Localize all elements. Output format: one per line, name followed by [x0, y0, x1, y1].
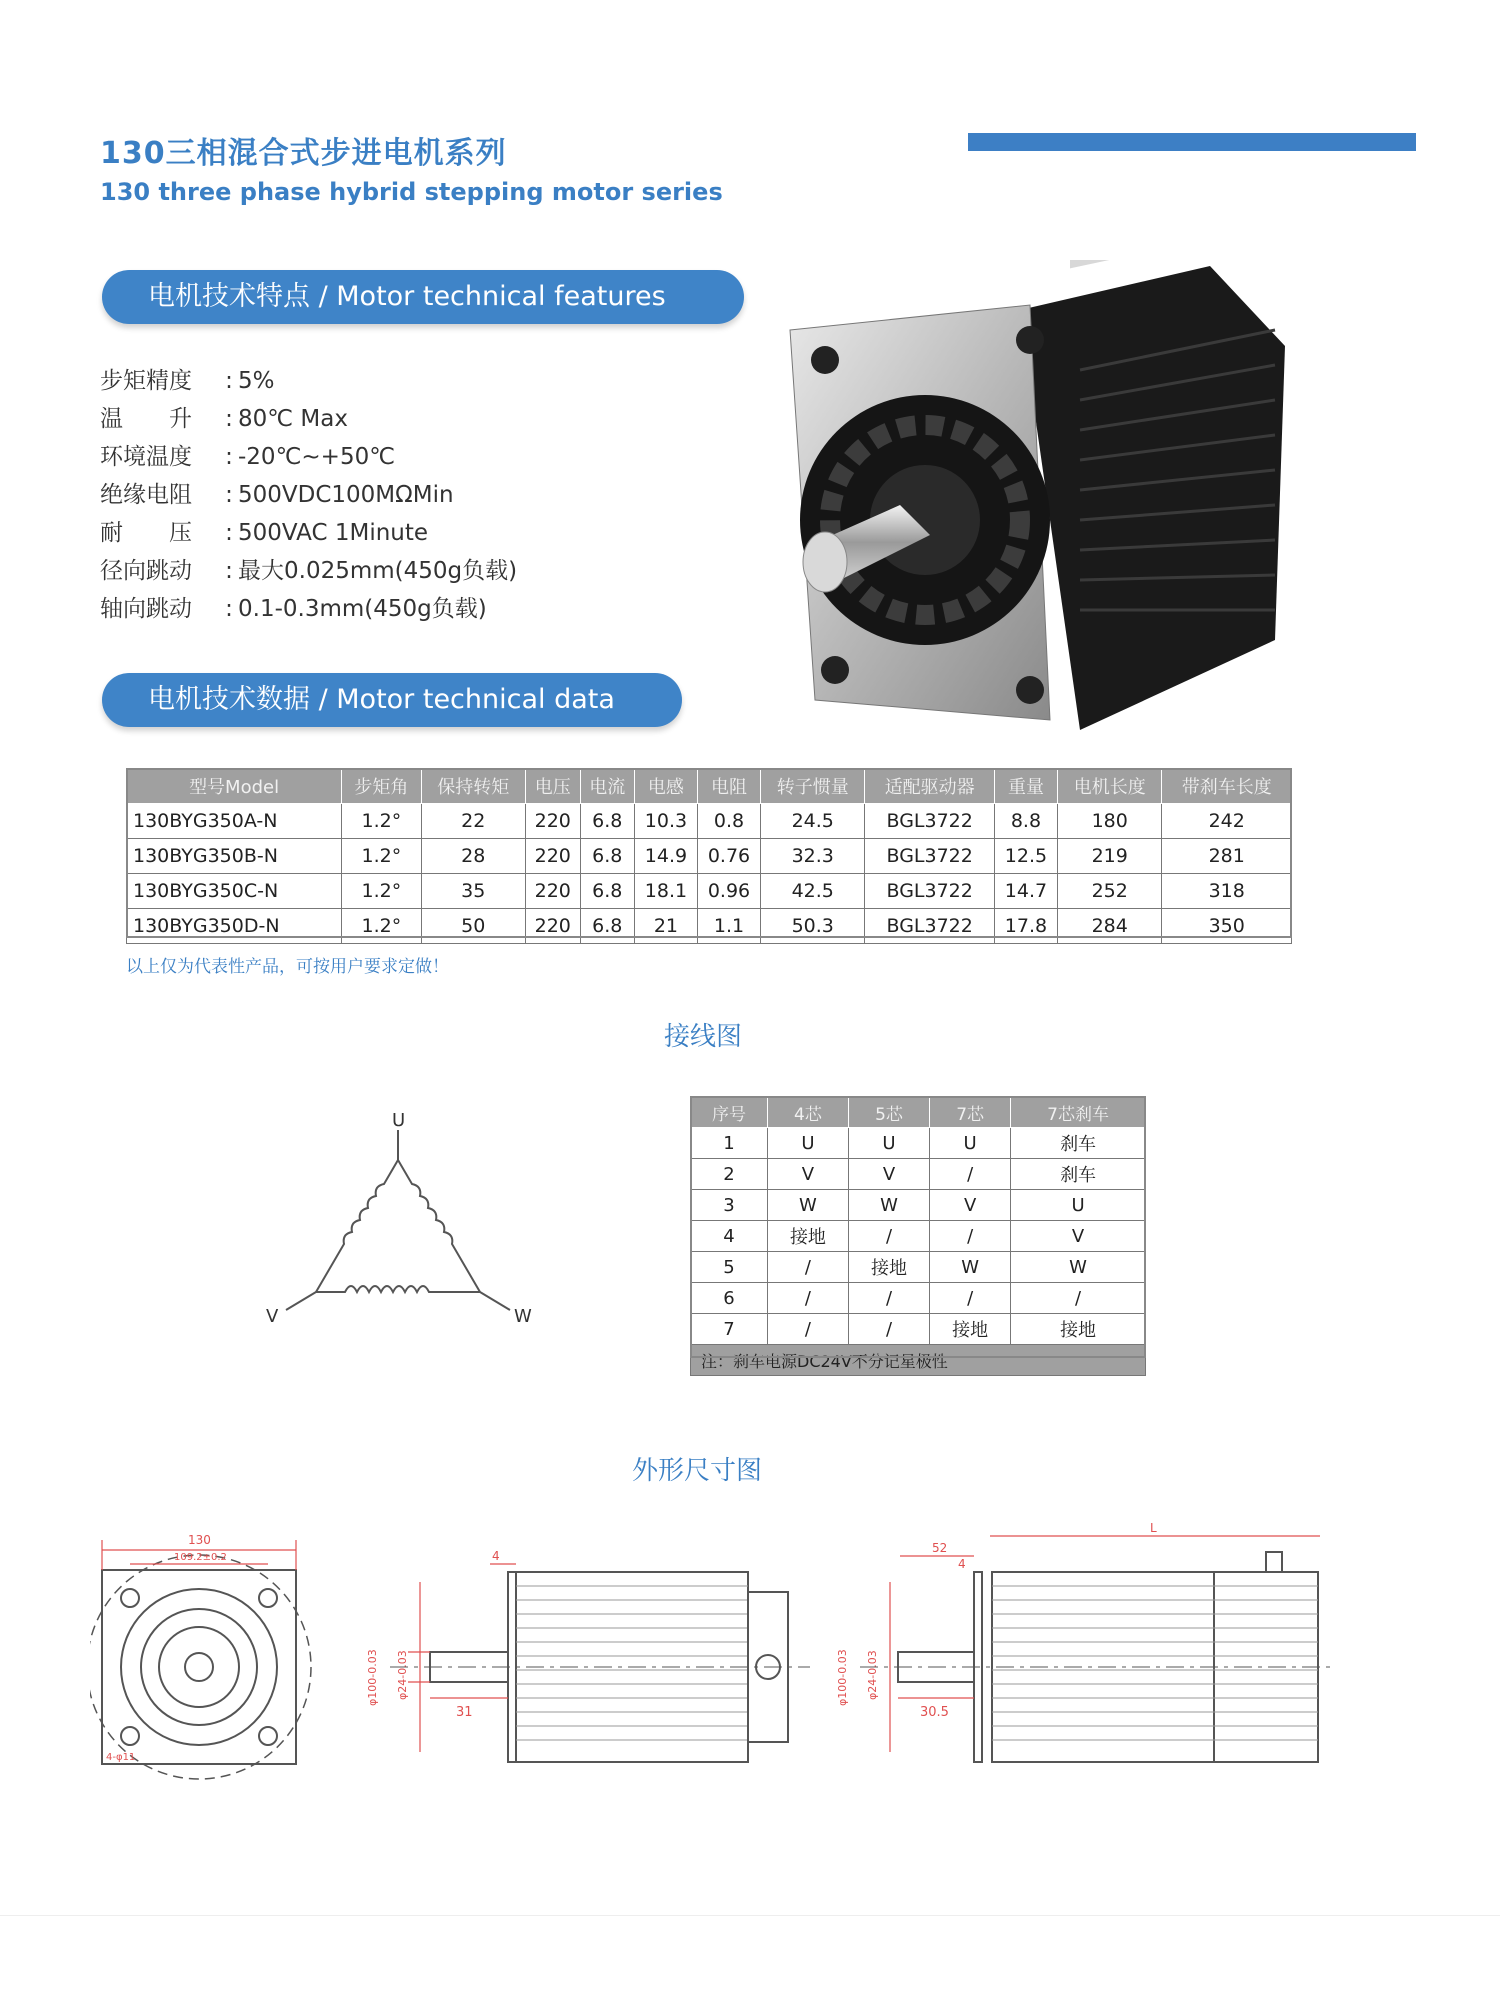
table-cell: 242	[1162, 804, 1292, 839]
table-cell: W	[848, 1190, 929, 1221]
feature-row: 环境温度 : -20℃~+50℃	[100, 438, 517, 476]
table-cell: 35	[421, 874, 525, 909]
feature-label: 径向跳动	[100, 558, 192, 584]
feature-row: 耐 压 : 500VAC 1Minute	[100, 514, 517, 552]
table-cell: 接地	[767, 1221, 848, 1252]
table-cell: 接地	[1011, 1314, 1146, 1345]
table-cell: 3	[691, 1190, 768, 1221]
column-header: 带刹车长度	[1162, 769, 1292, 804]
table-cell: 1.2°	[342, 874, 421, 909]
table-cell: 50.3	[761, 909, 865, 944]
table-cell: 刹车	[1011, 1128, 1146, 1159]
spec-table	[126, 768, 1292, 944]
table-cell: 0.76	[697, 839, 760, 874]
spec-note: 以上仅为代表性产品，可按用户要求定做！	[126, 957, 449, 977]
table-cell: 12.5	[994, 839, 1057, 874]
table-cell: 6.8	[580, 874, 634, 909]
dim-shaft-diameter: φ24-0.03	[396, 1650, 409, 1700]
table-cell: 318	[1162, 874, 1292, 909]
features-heading: 电机技术特点 / Motor technical features	[102, 270, 744, 324]
table-row	[691, 1314, 1146, 1345]
dim-total-length: L	[1150, 1521, 1157, 1535]
feature-value: 500VAC 1Minute	[238, 520, 429, 546]
column-header: 电机长度	[1058, 769, 1162, 804]
table-cell: V	[767, 1159, 848, 1190]
table-cell: 1.1	[697, 909, 760, 944]
table-row	[691, 1221, 1146, 1252]
dim-brake-pilot: φ100-0.03	[836, 1649, 849, 1706]
table-cell: 350	[1162, 909, 1292, 944]
feature-label: 步矩精度	[100, 368, 192, 394]
page-subtitle: 130 three phase hybrid stepping motor series	[100, 178, 723, 206]
table-cell: 0.8	[697, 804, 760, 839]
wiring-title: 接线图	[664, 1022, 743, 1052]
table-cell: W	[930, 1252, 1011, 1283]
column-header: 电压	[525, 769, 580, 804]
dim-offset: 52	[932, 1541, 948, 1555]
table-cell: 28	[421, 839, 525, 874]
table-cell: U	[767, 1128, 848, 1159]
dim-brake-flange: 4	[958, 1557, 966, 1571]
table-cell: 18.1	[634, 874, 697, 909]
feature-value: 5%	[238, 368, 275, 394]
table-cell: 刹车	[1011, 1159, 1146, 1190]
table-cell: 1.2°	[342, 804, 421, 839]
table-cell: 6.8	[580, 909, 634, 944]
feature-row: 绝缘电阻 : 500VDC100MΩMin	[100, 476, 517, 514]
column-header: 步矩角	[342, 769, 421, 804]
front-view	[90, 1533, 311, 1779]
table-row	[127, 839, 1292, 874]
table-cell: 6	[691, 1283, 768, 1314]
table-cell: /	[848, 1314, 929, 1345]
table-cell: BGL3722	[865, 804, 994, 839]
table-cell: BGL3722	[865, 839, 994, 874]
table-cell: 4	[691, 1221, 768, 1252]
column-header: 序号	[691, 1097, 768, 1128]
column-header: 电流	[580, 769, 634, 804]
feature-label: 环境温度	[100, 444, 192, 470]
feature-row: 轴向跳动 : 0.1-0.3mm(450g负载)	[100, 590, 517, 628]
column-header: 5芯	[848, 1097, 929, 1128]
table-cell: 50	[421, 909, 525, 944]
feature-label: 耐 压	[100, 520, 192, 546]
table-cell: 130BYG350A-N	[127, 804, 342, 839]
table-cell: V	[848, 1159, 929, 1190]
feature-value: -20℃~+50℃	[238, 444, 396, 470]
table-cell: V	[1011, 1221, 1146, 1252]
table-cell: 1.2°	[342, 909, 421, 944]
table-cell: 252	[1058, 874, 1162, 909]
dim-flange: 4	[492, 1549, 500, 1563]
column-header: 电感	[634, 769, 697, 804]
node-label-u: U	[392, 1110, 406, 1131]
table-cell: 180	[1058, 804, 1162, 839]
table-cell: /	[848, 1283, 929, 1314]
table-cell: W	[1011, 1252, 1146, 1283]
feature-label: 轴向跳动	[100, 596, 192, 622]
table-cell: W	[767, 1190, 848, 1221]
divider	[0, 1915, 1500, 1916]
table-cell: /	[930, 1283, 1011, 1314]
dim-brake-shaft-diameter: φ24-0.03	[866, 1650, 879, 1700]
table-cell: /	[930, 1159, 1011, 1190]
dim-hole: 4-φ11	[106, 1752, 136, 1763]
feature-row: 步矩精度 : 5%	[100, 362, 517, 400]
table-cell: 0.96	[697, 874, 760, 909]
dim-shaft-length: 31	[456, 1705, 473, 1720]
table-cell: 219	[1058, 839, 1162, 874]
column-header: 型号Model	[127, 769, 342, 804]
column-header: 保持转矩	[421, 769, 525, 804]
feature-value: 0.1-0.3mm(450g负载)	[238, 596, 487, 622]
node-label-w: W	[514, 1306, 532, 1327]
table-cell: 22	[421, 804, 525, 839]
table-cell: U	[930, 1128, 1011, 1159]
feature-label: 温 升	[100, 406, 192, 432]
table-cell: /	[767, 1283, 848, 1314]
column-header: 7芯刹车	[1011, 1097, 1146, 1128]
table-cell: 6.8	[580, 839, 634, 874]
column-header: 转子惯量	[761, 769, 865, 804]
column-header: 重量	[994, 769, 1057, 804]
data-heading: 电机技术数据 / Motor technical data	[102, 673, 682, 727]
table-cell: 6.8	[580, 804, 634, 839]
table-row	[691, 1128, 1146, 1159]
table-cell: 14.7	[994, 874, 1057, 909]
table-note: 注：刹车电源DC24V不分记星极性	[691, 1345, 1146, 1376]
column-header: 适配驱动器	[865, 769, 994, 804]
feature-row: 径向跳动 : 最大0.025mm(450g负载)	[100, 552, 517, 590]
table-cell: 42.5	[761, 874, 865, 909]
features-list	[100, 362, 517, 628]
table-cell: 1.2°	[342, 839, 421, 874]
table-cell: 130BYG350D-N	[127, 909, 342, 944]
table-cell: 接地	[930, 1314, 1011, 1345]
dim-brake-shaft-length: 30.5	[920, 1705, 949, 1720]
table-row	[691, 1190, 1146, 1221]
dimension-drawing	[90, 1520, 1350, 1820]
dim-pitch: 109.2±0.2	[174, 1552, 227, 1563]
table-row	[691, 1159, 1146, 1190]
table-cell: U	[848, 1128, 929, 1159]
column-header: 7芯	[930, 1097, 1011, 1128]
feature-value: 80℃ Max	[238, 406, 348, 432]
brake-view	[836, 1521, 1330, 1762]
feature-value: 最大0.025mm(450g负载)	[238, 558, 518, 584]
table-row	[691, 1283, 1146, 1314]
table-cell: 10.3	[634, 804, 697, 839]
page-title: 130三相混合式步进电机系列	[100, 136, 507, 171]
dim-width: 130	[188, 1533, 211, 1547]
table-header-row	[127, 769, 1292, 804]
table-row	[127, 874, 1292, 909]
feature-label: 绝缘电阻	[100, 482, 192, 508]
node-label-v: V	[266, 1306, 279, 1327]
table-cell: /	[848, 1221, 929, 1252]
table-cell: 5	[691, 1252, 768, 1283]
table-cell: 220	[525, 874, 580, 909]
table-cell: 220	[525, 909, 580, 944]
table-cell: BGL3722	[865, 874, 994, 909]
table-cell: /	[767, 1314, 848, 1345]
table-cell: 220	[525, 804, 580, 839]
table-cell: /	[767, 1252, 848, 1283]
table-cell: 接地	[848, 1252, 929, 1283]
side-view	[366, 1549, 810, 1762]
table-row	[127, 804, 1292, 839]
table-cell: 17.8	[994, 909, 1057, 944]
dimension-title: 外形尺寸图	[632, 1456, 763, 1486]
column-header: 电阻	[697, 769, 760, 804]
table-cell: 24.5	[761, 804, 865, 839]
motor-photo	[780, 260, 1300, 740]
feature-row: 温 升 : 80℃ Max	[100, 400, 517, 438]
table-header-row	[691, 1097, 1146, 1128]
table-cell: /	[930, 1221, 1011, 1252]
table-row	[691, 1252, 1146, 1283]
accent-bar	[968, 133, 1416, 151]
table-cell: 281	[1162, 839, 1292, 874]
table-cell: 284	[1058, 909, 1162, 944]
table-cell: U	[1011, 1190, 1146, 1221]
wiring-diagram	[260, 1110, 560, 1350]
dim-pilot: φ100-0.03	[366, 1649, 379, 1706]
table-row	[127, 909, 1292, 944]
table-cell: BGL3722	[865, 909, 994, 944]
table-cell: 14.9	[634, 839, 697, 874]
table-cell: 32.3	[761, 839, 865, 874]
table-cell: 130BYG350B-N	[127, 839, 342, 874]
table-cell: /	[1011, 1283, 1146, 1314]
table-cell: V	[930, 1190, 1011, 1221]
table-cell: 1	[691, 1128, 768, 1159]
table-cell: 2	[691, 1159, 768, 1190]
table-cell: 8.8	[994, 804, 1057, 839]
table-cell: 21	[634, 909, 697, 944]
table-note-row	[691, 1345, 1146, 1376]
table-cell: 7	[691, 1314, 768, 1345]
table-cell: 130BYG350C-N	[127, 874, 342, 909]
table-cell: 220	[525, 839, 580, 874]
feature-value: 500VDC100MΩMin	[238, 482, 454, 508]
wiring-table	[690, 1096, 1146, 1376]
column-header: 4芯	[767, 1097, 848, 1128]
